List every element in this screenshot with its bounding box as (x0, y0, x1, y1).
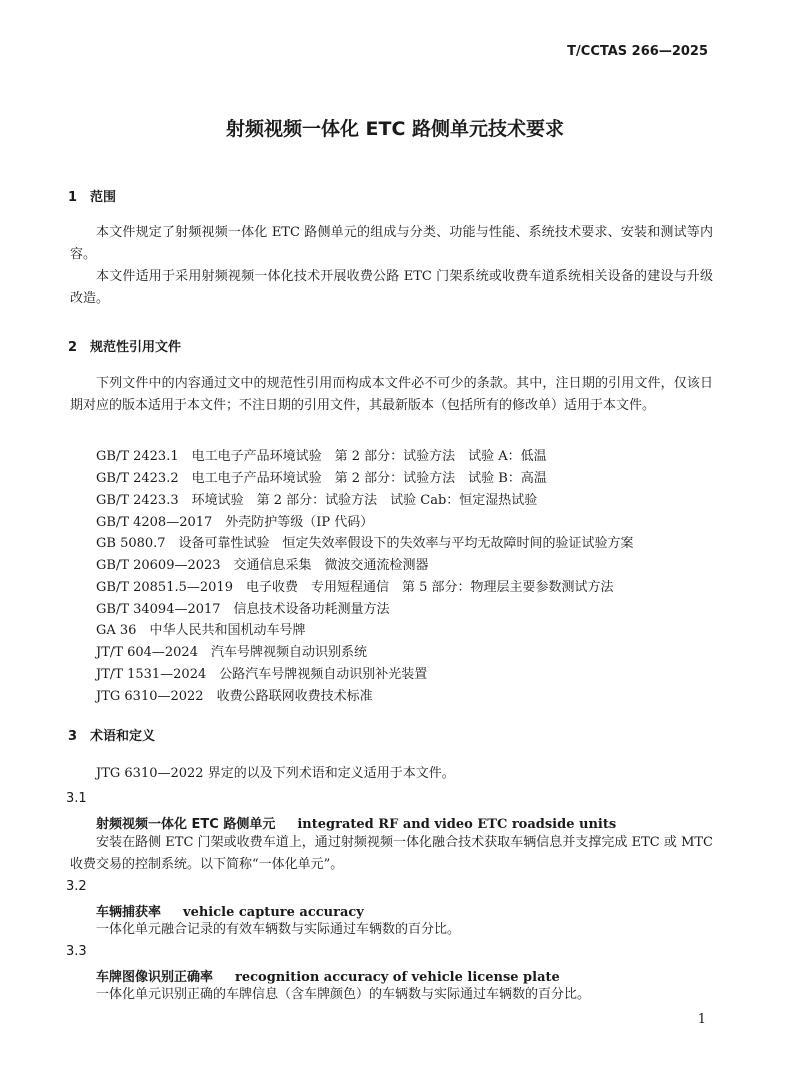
reference-item: GB/T 20609—2023 交通信息采集 微波交通流检测器 (96, 558, 429, 573)
term-definition: 一体化单元融合记录的有效车辆数与实际通过车辆数的百分比。 (96, 922, 461, 937)
section-number: 1 (68, 190, 78, 205)
section-3-heading (68, 725, 155, 744)
term-zh: 射频视频一体化 ETC 路侧单元 (96, 817, 276, 832)
reference-item: JT/T 604—2024 汽车号牌视频自动识别系统 (96, 645, 367, 660)
section-1-heading (68, 186, 116, 205)
reference-item: GB/T 20851.5—2019 电子收费 专用短程通信 第 5 部分：物理层主要参数测试方法 (96, 580, 614, 595)
reference-item: GB/T 34094—2017 信息技术设备功耗测量方法 (96, 602, 390, 617)
section-title: 范围 (90, 190, 117, 205)
document-title: 射频视频一体化 ETC 路侧单元技术要求 (225, 118, 565, 140)
terms-intro: JTG 6310—2022 界定的以及下列术语和定义适用于本文件。 (96, 766, 455, 781)
term-number: 3.2 (66, 879, 87, 894)
standard-code: T/CCTAS 266—2025 (567, 44, 708, 59)
normative-intro: 下列文件中的内容通过文中的规范性引用而构成本文件必不可少的条款。其中，注日期的引用文件，仅该日期对应的版本适用于本文件；不注日期的引用文件，其最新版本（包括所有的修改单）适用于本文件。 (70, 376, 713, 413)
section-title: 规范性引用文件 (90, 340, 182, 355)
term-zh: 车辆捕获率 (96, 905, 162, 920)
term-heading (96, 966, 560, 985)
scope-paragraph-1: 本文件规定了射频视频一体化 ETC 路侧单元的组成与分类、功能与性能、系统技术要求、安装和测试等内容。 (70, 225, 713, 262)
term-heading (96, 813, 616, 832)
term-number: 3.1 (66, 791, 87, 806)
term-en: vehicle capture accuracy (183, 905, 364, 920)
term-definition: 安装在路侧 ETC 门架或收费车道上，通过射频视频一体化融合技术获取车辆信息并支撑完成 ETC 或 MTC 收费交易的控制系统。以下简称“一体化单元”。 (70, 835, 713, 872)
term-definition: 一体化单元识别正确的车牌信息（含车牌颜色）的车辆数与实际通过车辆数的百分比。 (96, 987, 591, 1002)
reference-item: GB/T 2423.2 电工电子产品环境试验 第 2 部分：试验方法 试验 B：高温 (96, 471, 547, 486)
section-number: 2 (68, 340, 78, 355)
page-number: 1 (697, 1012, 706, 1027)
section-number: 3 (68, 729, 78, 744)
section-title: 术语和定义 (90, 729, 156, 744)
term-en: recognition accuracy of vehicle license plate (235, 970, 560, 985)
scope-paragraph-2: 本文件适用于采用射频视频一体化技术开展收费公路 ETC 门架系统或收费车道系统相关设备的建设与升级改造。 (70, 269, 713, 306)
reference-item: GA 36 中华人民共和国机动车号牌 (96, 623, 306, 638)
reference-item: GB/T 4208—2017 外壳防护等级（IP 代码） (96, 515, 374, 530)
reference-item: GB/T 2423.3 环境试验 第 2 部分：试验方法 试验 Cab：恒定湿热试验 (96, 493, 538, 508)
reference-item: JT/T 1531—2024 公路汽车号牌视频自动识别补光装置 (96, 667, 428, 682)
section-2-heading (68, 336, 181, 355)
term-zh: 车牌图像识别正确率 (96, 970, 214, 985)
term-heading (96, 901, 364, 920)
reference-item: JTG 6310—2022 收费公路联网收费技术标准 (96, 689, 373, 704)
term-number: 3.3 (66, 944, 87, 959)
reference-item: GB 5080.7 设备可靠性试验 恒定失效率假设下的失效率与平均无故障时间的验证试验方案 (96, 536, 634, 551)
reference-item: GB/T 2423.1 电工电子产品环境试验 第 2 部分：试验方法 试验 A：低温 (96, 449, 547, 464)
term-en: integrated RF and video ETC roadside units (297, 817, 617, 832)
